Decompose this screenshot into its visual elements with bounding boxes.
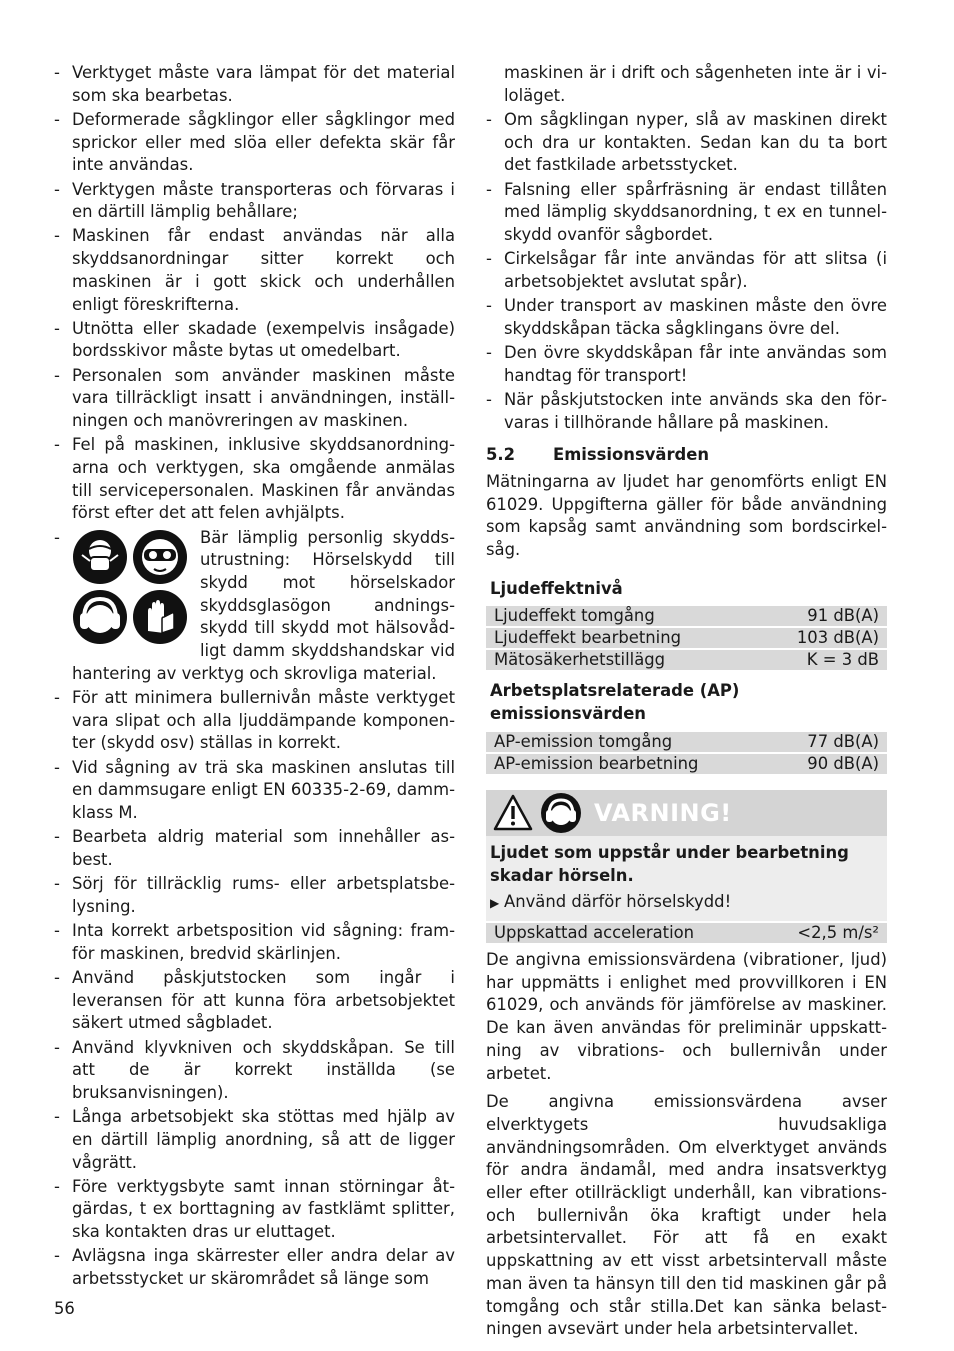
acceleration-table [486, 921, 887, 945]
list-item: - Maskinen får endast användas när alla skyddsanordningar sitter korrekt och maskinen är i gott skick och underhållen enligt föreskrifterna. [54, 225, 455, 316]
list-item: - Använd klyvkniven och skyddskåpan. Se till att de är korrekt inställda (se bruksanvisningen). [54, 1037, 455, 1105]
warning-action [490, 891, 883, 915]
list-item: - Den övre skyddskåpan får inte användas som handtag för transport! [486, 342, 887, 387]
table-row [486, 732, 887, 752]
row-value: 103 dB(A) [756, 628, 887, 648]
warning-title: VARNING! [594, 798, 732, 827]
list-item: - Cirkelsågar får inte användas för att slitsa (i arbetsobjektet avslutat spår). [486, 248, 887, 293]
table-row [486, 923, 887, 943]
ppe-list-item [54, 527, 455, 686]
list-item: - För att minimera bullernivån måste verktyget vara slipat och alla ljuddämpande komponenter (skydd osv) ställas in korrekt. [54, 687, 455, 755]
sound-power-heading: Ljudeffektnivå [490, 578, 623, 598]
list-item: - Verktyget måste vara lämpat för det material som ska bearbetas. [54, 62, 455, 107]
warning-bar [486, 790, 887, 836]
row-label: AP-emission bearbetning [486, 754, 773, 774]
list-item: - Inta korrekt arbetsposition vid sågning: framför maskinen, bredvid skärlinjen. [54, 920, 455, 965]
arrow-right-icon: ▶ [490, 896, 500, 911]
row-value: K = 3 dB [756, 650, 887, 670]
row-value: 91 dB(A) [756, 606, 887, 626]
table-row [486, 606, 887, 626]
row-label: Mätosäkerhetstillägg [486, 650, 756, 670]
safety-goggles-icon [132, 529, 188, 585]
list-item-continuation: maskinen är i drift och sågenheten inte är i viloläget. [504, 63, 887, 105]
row-value: 90 dB(A) [773, 754, 887, 774]
row-label: Uppskattad acceleration [486, 923, 762, 943]
list-item: - Fel på maskinen, inklusive skyddsanordningarna och verktygen, ska omgående anmälas till servicepersonalen. Maskinen får användas först efter det att felen avhjälpts. [54, 434, 455, 525]
warning-message: Ljudet som uppstår under bearbetning skadar hörseln. [490, 842, 849, 885]
list-item: - Falsning eller spårfräsning är endast tillåten med lämplig skyddsanordning, t ex en tunnelskydd ovanför sågbordet. [486, 179, 887, 247]
emission-paragraph: De angivna emissionsvärdena (vibrationer, ljud) har uppmätts i enlighet med provvillkoren i EN 61029, och används för jämförelse av maskiner. De kan även användas för preliminär uppskattning av vibrations- och bullernivån under arbetet. [486, 949, 887, 1083]
left-column [54, 62, 455, 1292]
page-number: 56 [54, 1299, 75, 1318]
section-heading [486, 444, 887, 467]
workplace-table [486, 730, 887, 776]
emission-paragraph: De angivna emissionsvärdena avser elverktygets huvudsakliga användningsområden. Om elverktyget används för andra ändamål, med andra insatsverktyg eller efter otillräckligt underhåll, kan vibrations- och bullernivån öka kraftigt under hela arbetsintervallet. För att få en exakt uppskattning av ett visst arbetsintervall måste man även ta hänsyn till den tid maskinen går på tomgång och står stilla.Det kan sänka belastningen avsevärt under hela arbetsintervallet. [486, 1092, 887, 1339]
hearing-protection-icon [540, 792, 582, 834]
list-item: - Långa arbetsobjekt ska stöttas med hjälp av en därtill lämplig anordning, så att de ligger vågrätt. [54, 1106, 455, 1174]
protective-gloves-icon [132, 589, 188, 645]
ppe-icons [72, 529, 192, 645]
list-item: - Avlägsna inga skärrester eller andra delar av arbetsstycket ur skärområdet så länge som [54, 1245, 455, 1290]
list-item: - Verktygen måste transporteras och förvaras i en därtill lämplig behållare; [54, 179, 455, 224]
list-item: - Utnötta eller skadade (exempelvis insågade) bordsskivor måste bytas ut omedelbart. [54, 318, 455, 363]
safety-list-1 [54, 62, 455, 1291]
warning-action-text: Använd därför hörselskydd! [504, 892, 732, 912]
row-value: <2,5 m/s² [762, 923, 887, 943]
row-label: Ljudeffekt bearbetning [486, 628, 756, 648]
warning-body [486, 836, 887, 921]
list-item: - Om sågklingan nyper, slå av maskinen direkt och dra ur kontakten. Sedan kan du ta bort det fastkilade arbetsstycket. [486, 109, 887, 177]
list-item: - Personalen som använder maskinen måste vara tillräckligt insatt i användningen, inställningen och manövreringen av maskinen. [54, 365, 455, 433]
warning-triangle-icon [492, 792, 534, 834]
respirator-icon [72, 529, 128, 585]
hearing-protection-icon [72, 589, 128, 645]
list-item: - Använd påskjutstocken som ingår i leveransen för att kunna föra arbetsobjektet säkert utmed sågbladet. [54, 967, 455, 1035]
row-value: 77 dB(A) [773, 732, 887, 752]
table-row [486, 628, 887, 648]
section-number: 5.2 [486, 445, 516, 465]
table-row [486, 754, 887, 774]
list-item: - Under transport av maskinen måste den övre skyddskåpan täcka sågklingans övre del. [486, 295, 887, 340]
warning-box [486, 790, 887, 921]
right-column [486, 62, 887, 1347]
table-row [486, 650, 887, 670]
emission-intro: Mätningarna av ljudet har genomförts enligt EN 61029. Uppgifterna gäller för både användning som kapsåg samt användning som bordscirkelsåg. [486, 471, 887, 560]
list-item: - Sörj för tillräcklig rums- eller arbetsplatsbelysning. [54, 873, 455, 918]
list-item: - Bearbeta aldrig material som innehåller asbest. [54, 826, 455, 871]
workplace-heading: Arbetsplatsrelaterade (AP) emissionsvärden [490, 681, 740, 724]
list-item: - När påskjutstocken inte används ska den förvaras i tillhörande hållare på maskinen. [486, 389, 887, 434]
list-item: - Vid sågning av trä ska maskinen anslutas till en dammsugare enligt EN 60335-2-69, dammklass M. [54, 757, 455, 825]
list-item: - Före verktygsbyte samt innan störningar åtgärdas, t ex borttagning av fastklämt splitter, ska kontakten dras ur eluttaget. [54, 1176, 455, 1244]
sound-power-table [486, 604, 887, 672]
safety-list-2 [486, 109, 887, 434]
row-label: AP-emission tomgång [486, 732, 773, 752]
section-title: Emissionsvärden [553, 445, 710, 465]
row-label: Ljudeffekt tomgång [486, 606, 756, 626]
list-item: - Deformerade sågklingor eller sågklingor med sprickor eller med slöa eller defekta skär får inte användas. [54, 109, 455, 177]
ppe-text: - Bär lämplig personlig skyddsutrustning: Hörselskydd till skydd mot hörselskador skyddsglasögon andningsskydd till skydd mot hälsovådligt damm skyddshandskar vid hantering av verktyg och skrovliga material. [72, 527, 455, 683]
